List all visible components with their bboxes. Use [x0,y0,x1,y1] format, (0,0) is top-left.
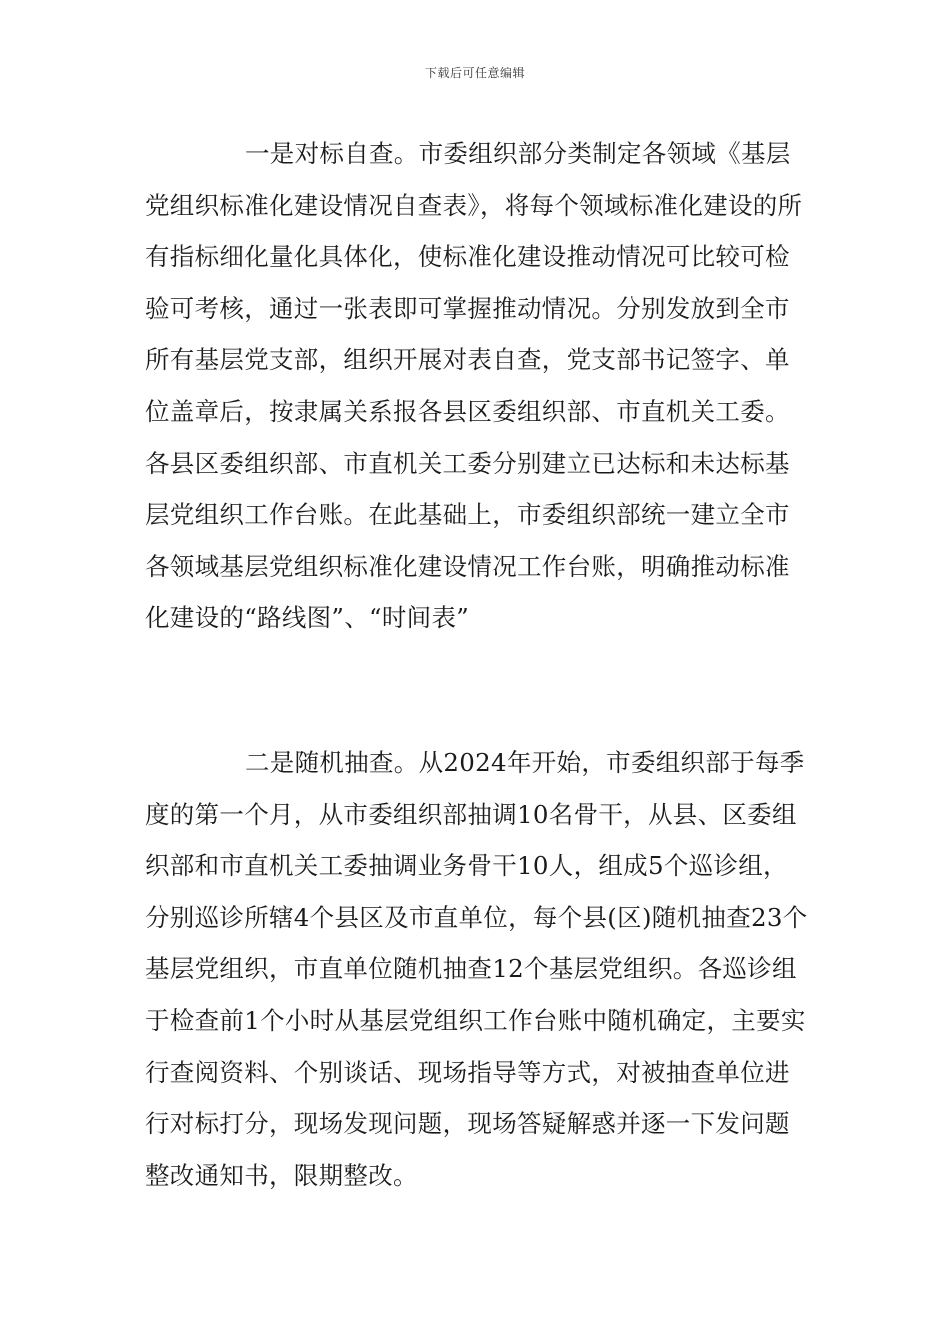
paragraph-random-check: 二是随机抽查。从2024年开始，市委组织部于每季度的第一个月，从市委组织部抽调10名骨干，从县、区委组织部和市直机关工委抽调业务骨干10人，组成5个巡诊组，分别巡诊所辖4个县区及市直单位，每个县(区)随机抽查23个基层党组织，市直单位随机抽查12个基层党组织。各巡诊组于检查前1个小时从基层党组织工作台账中随机确定，主要实行查阅资料、个别谈话、现场指导等方式，对被抽查单位进行对标打分，现场发现问题，现场答疑解惑并逐一下发问题整改通知书，限期整改。 [145,747,808,1190]
page-header-note: 下载后可任意编辑 [424,66,525,80]
paragraph-self-check: 一是对标自查。市委组织部分类制定各领域《基层党组织标准化建设情况自查表》，将每个领域标准化建设的所有指标细化量化具体化，使标准化建设推动情况可比较可检验可考核，通过一张表即可掌握推动情况。分别发放到全市所有基层党支部，组织开展对表自查，党支部书记签字、单位盖章后，按隶属关系报各县区委组织部、市直机关工委。各县区委组织部、市直机关工委分别建立已达标和未达标基层党组织工作台账。在此基础上，市委组织部统一建立全市各领域基层党组织标准化建设情况工作台账，明确推动标准化建设的“路线图”、“时间表” [145,139,803,633]
document-body [145,128,809,1201]
